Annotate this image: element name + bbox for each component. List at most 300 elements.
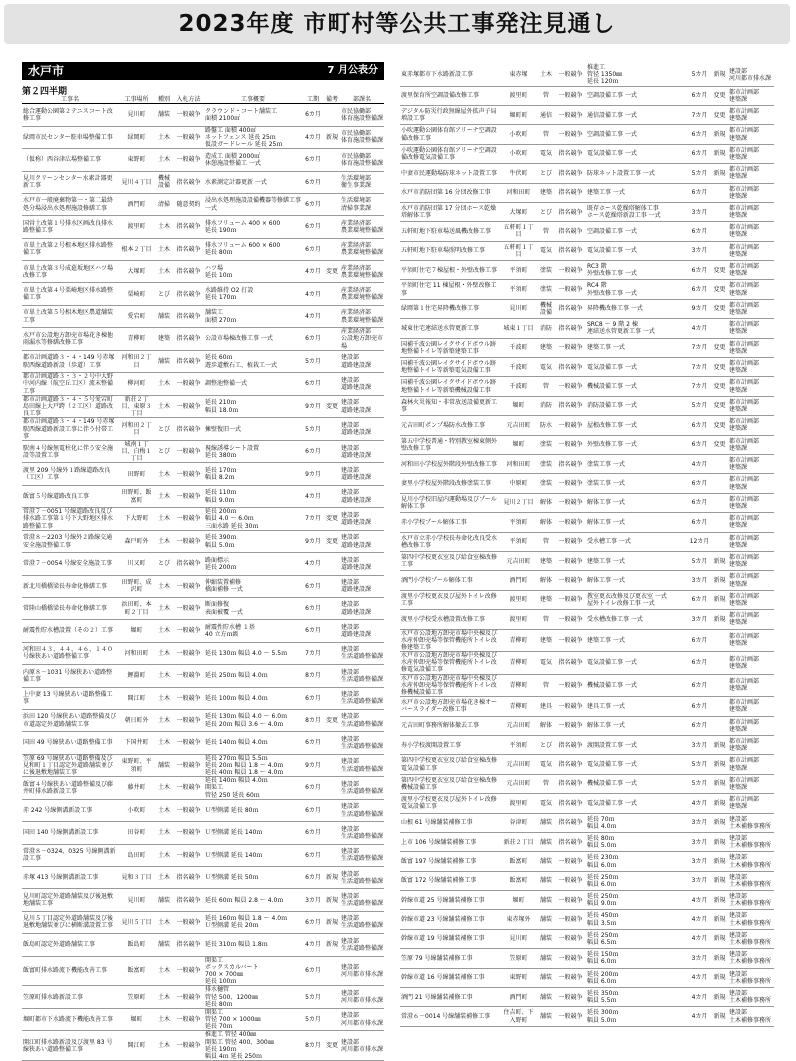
department: 建設部 道路建設課 (340, 485, 384, 507)
work-summary: 防球ネット設置工事 一式 (586, 164, 688, 183)
table-row (400, 832, 774, 851)
work-location: 緑岡町 (118, 126, 155, 149)
table-row (400, 222, 774, 241)
table-row (400, 813, 774, 832)
table-row (400, 474, 774, 493)
remarks (711, 652, 728, 675)
work-summary: 延長 230ｍ 幅員 6.0ｍ (586, 852, 688, 871)
table-row (22, 597, 384, 619)
remarks (324, 171, 340, 193)
work-location: 千波町 (500, 358, 537, 377)
work-summary: 延長 140ｍ 幅員 4.0ｍ 開渠工 管径 250 延長 60ｍ (204, 777, 302, 800)
bid-method: 一般競争 (173, 732, 204, 754)
work-name: 見川５丁目認定外道路舗装及び後退敷地舗装並びに横断溝設置工事 (22, 911, 118, 933)
department: 建設部 土木補修事務所 (728, 910, 774, 929)
header-bid-method: 入札方法 (173, 96, 204, 104)
bid-method: 一般競争 (173, 463, 204, 485)
work-location: 堀町 (500, 396, 537, 415)
department: 産業経済部 農業環境整備課 (340, 216, 384, 238)
work-summary: 延長 160ｍ 幅員 1.8 ～ 4.0ｍ Ｕ型側溝 延長 20ｍ (204, 911, 302, 933)
table-row (22, 687, 384, 709)
work-name: 常澄８－2203 号線外２路線交通安全施設整備工事 (22, 530, 118, 552)
remarks: 変更 (711, 396, 728, 415)
work-period: 5カ月 (688, 551, 711, 570)
table-row (400, 697, 774, 716)
remarks: 新規 (711, 164, 728, 183)
remarks: 新規 (711, 571, 728, 590)
header-work-period: 工期 (302, 96, 324, 104)
work-type: 土木 (155, 867, 173, 889)
work-name: 平須町住宅 11 棟屋根・外壁改修工事 (400, 280, 500, 299)
department: 都市計画部 建築課 (728, 319, 774, 338)
table-row (22, 642, 384, 664)
department: 建設部 道路建設課 (340, 440, 384, 463)
work-period: 9カ月 (302, 754, 324, 777)
table-row (400, 716, 774, 735)
work-location: 飯富町 (500, 852, 537, 871)
department: 都市計画部 建築課 (728, 674, 774, 697)
work-type: 土木 (537, 64, 555, 86)
work-summary: 耐震性貯水槽 １基 40 立方ｍ級 (204, 620, 302, 642)
bid-method: 指名競争 (173, 889, 204, 911)
department: 都市計画部 建築課 (728, 716, 774, 735)
work-name: 市単土改第５号相木地区農道舗装工事 (22, 305, 118, 327)
work-type: 土木 (155, 665, 173, 687)
table-row (400, 513, 774, 532)
department: 都市計画部 建築課 (728, 629, 774, 652)
bid-method: 一般競争 (173, 911, 204, 933)
work-type: 土木 (155, 238, 173, 260)
municipality-name: 水戸市 (28, 64, 65, 78)
work-location: 開江町 (118, 687, 155, 709)
bid-method: 一般競争 (555, 891, 586, 910)
work-period: 4カ月 (302, 553, 324, 575)
table-row (400, 435, 774, 454)
work-type: 舗装 (537, 949, 555, 968)
work-type: 土木 (155, 485, 173, 507)
department: 都市計画部 建築課 (728, 454, 774, 473)
department: 都市計画部 建築課 (728, 474, 774, 493)
work-summary: 空調設備工事 一式 (586, 86, 688, 105)
table-row (400, 164, 774, 183)
bid-method: 指名競争 (555, 319, 586, 338)
department: 建設部 生活道路整備課 (340, 642, 384, 664)
remarks: 変更 (711, 86, 728, 105)
work-location: 渡里町 (118, 216, 155, 238)
remarks (711, 222, 728, 241)
work-name: デジタル防災行政無線屋外拡声子局増設工事 (400, 105, 500, 124)
work-location: 青柳町 (500, 674, 537, 697)
work-period: 4カ月 (688, 454, 711, 473)
bid-method: 一般競争 (555, 493, 586, 512)
work-location: 城東１丁目 (500, 319, 537, 338)
work-name: 上中妻 13 号線狭あい道路整備工事 (22, 687, 118, 709)
department: 都市計画部 建築課 (728, 377, 774, 396)
work-summary: Ｕ型側溝 延長 140ｍ (204, 844, 302, 866)
department: 産業経済部 農業環境整備課 (340, 305, 384, 327)
work-period: 8カ月 (302, 665, 324, 687)
work-summary: 既存ホース乾燥塔解体工事 ホース乾燥塔新設工事 一式 (586, 202, 688, 221)
bid-method: 指名競争 (555, 144, 586, 163)
bid-method: 指名競争 (555, 358, 586, 377)
bid-method: 一般競争 (173, 104, 204, 126)
work-type: 舗装 (537, 813, 555, 832)
table-row (22, 1031, 384, 1061)
work-name: 都市計画道路３・３・２号中大野中河内線（航空丘工区）流末整備工事 (22, 373, 118, 396)
department: 建設部 道路建設課 (340, 418, 384, 441)
remarks (324, 620, 340, 642)
work-summary: RC4 階 外壁改修工事 一式 (586, 280, 688, 299)
work-location: 元吉田町 (500, 755, 537, 774)
work-summary: 延長 100ｍ 幅員 4.0ｍ (204, 687, 302, 709)
remarks: 変更 (711, 377, 728, 396)
bid-method: 一般競争 (555, 513, 586, 532)
work-location: 笠原町 (500, 949, 537, 968)
work-name: 第四中学校更衣室及び給食室棟改修工事 (400, 551, 500, 570)
work-summary: 延長 250ｍ 幅員 9.0ｍ (586, 891, 688, 910)
work-location: 島田町 (118, 844, 155, 866)
department: 都市計画部 建築課 (728, 590, 774, 609)
work-name: 常澄６－0014 号線舗装補修工事 (400, 1007, 500, 1026)
table-row (22, 104, 384, 126)
work-summary: 視線誘導シート設置 延長 380ｍ (204, 440, 302, 463)
work-type: 管 (537, 674, 555, 697)
work-location: 新荘２丁目、東原３丁目 (118, 395, 155, 418)
work-type: 建具 (537, 697, 555, 716)
work-summary: 渡開設置工事 一式 (586, 735, 688, 754)
work-period: 6カ月 (688, 493, 711, 512)
work-period: 4カ月 (302, 305, 324, 327)
bid-method: 指名競争 (173, 305, 204, 327)
remarks: 新規 (711, 794, 728, 813)
table-row (22, 777, 384, 800)
remarks (711, 241, 728, 260)
department: 建設部 道路建設課 (340, 463, 384, 485)
remarks: 新規 (711, 968, 728, 987)
work-summary: 受水槽工事 一式 (586, 532, 688, 551)
work-summary: 延長 140ｍ 幅員 4.0ｍ (204, 732, 302, 754)
table-row (400, 144, 774, 163)
bid-method: 一般競争 (555, 105, 586, 124)
department: 都市計画部 建築課 (728, 299, 774, 318)
remarks (324, 956, 340, 986)
bid-method: 一般競争 (555, 852, 586, 871)
work-type: 土木 (155, 687, 173, 709)
table-row (22, 440, 384, 463)
work-name: 国補千波公園レイクサイドボウル跡地整備トイレ等新築電気設備工事 (400, 358, 500, 377)
work-summary: 排水フリューム 600 × 600 延長 80ｍ (204, 238, 302, 260)
remarks: 新規 (711, 832, 728, 851)
department: 生活環境部 清掃事業課 (340, 193, 384, 215)
work-name: 河和田小学校屋外階段外壁改修工事 (400, 454, 500, 473)
department: 建設部 土木補修事務所 (728, 949, 774, 968)
bid-method: 一般競争 (555, 86, 586, 105)
work-name: 中妻市民運動場防球ネット設置工事 (400, 164, 500, 183)
work-name: 浜田 120 号線狭あい道路整備及び市道認定外道路舗装工事 (22, 709, 118, 731)
work-period: 4カ月 (688, 794, 711, 813)
header-work-type: 種別 (155, 96, 173, 104)
remarks: 新規 (711, 813, 728, 832)
work-summary: 建築工事 一式 (586, 551, 688, 570)
work-summary: Ｕ型側溝 延長 50ｍ (204, 867, 302, 889)
department: 都市計画部 建築課 (728, 105, 774, 124)
work-period: 3カ月 (688, 852, 711, 871)
bid-method: 一般競争 (173, 1031, 204, 1061)
work-period: 9カ月 (302, 530, 324, 552)
work-name: 寿小学校渡開設置工事 (400, 735, 500, 754)
remarks: 新規 (711, 774, 728, 793)
work-name: 水戸市公設地方卸売市場花き棟オーバースライダー改修工事 (400, 697, 500, 716)
work-location: 堀町 (118, 620, 155, 642)
remarks: 変更 (711, 105, 728, 124)
work-location: 渡里町 (500, 86, 537, 105)
table-row (22, 553, 384, 575)
bid-method: 一般競争 (173, 508, 204, 531)
work-name: 見川小学校旧屋内運動場及びプール解体工事 (400, 493, 500, 512)
work-period: 3カ月 (688, 949, 711, 968)
work-summary: 擁壁復旧一式 (204, 418, 302, 441)
bid-method: 一般競争 (555, 988, 586, 1007)
work-summary: 延長 250ｍ 幅員 4.0ｍ (204, 665, 302, 687)
department: 建設部 生活道路整備課 (340, 777, 384, 800)
work-type: とび (155, 418, 173, 441)
work-location: 堀町 (500, 435, 537, 454)
work-location: 小吹町 (118, 799, 155, 821)
work-period: 6カ月 (302, 597, 324, 619)
department: 建設部 河川都市排水課 (340, 1008, 384, 1031)
work-location: 田野町 (118, 463, 155, 485)
remarks (324, 328, 340, 351)
remarks: 変更 (711, 261, 728, 280)
work-summary: 延長 200ｍ 幅員 4.0 ～ 6.0ｍ 三面水路 延長 30ｍ (204, 508, 302, 531)
table-row (22, 889, 384, 911)
department: 産業経済部 農業環境整備課 (340, 283, 384, 305)
work-type: 舗装 (537, 871, 555, 890)
work-type: 建築 (537, 629, 555, 652)
work-name: 水戸市消防団第 17 分団ホース乾燥塔解体工事 (400, 202, 500, 221)
work-summary: 解体工事 一式 (586, 716, 688, 735)
remarks (711, 629, 728, 652)
work-name: 笠原町排水路新設工事 (22, 986, 118, 1009)
work-type: 機械設備 (155, 171, 173, 193)
work-type: 消防 (537, 319, 555, 338)
remarks: 変更 (324, 530, 340, 552)
work-type: 管 (537, 86, 555, 105)
bid-method: 指名競争 (173, 216, 204, 238)
work-location: 五軒町１丁目 (500, 222, 537, 241)
work-type: 舗装 (155, 934, 173, 956)
work-location: 川又町 (118, 553, 155, 575)
work-period: 6カ月 (302, 777, 324, 800)
work-location: 見川２丁目 (500, 493, 537, 512)
bid-method: 指名競争 (555, 813, 586, 832)
work-summary: 建具工事 一式 (586, 697, 688, 716)
remarks: 変更 (711, 435, 728, 454)
bid-method: 一般競争 (555, 629, 586, 652)
table-row (400, 377, 774, 396)
table-row (22, 126, 384, 149)
department: 都市計画部 建築課 (728, 774, 774, 793)
work-type: 土木 (155, 463, 173, 485)
department: 都市計画部 建築課 (728, 86, 774, 105)
work-summary: 建築工事 一式 (586, 629, 688, 652)
department: 建設部 生活道路整備課 (340, 687, 384, 709)
remarks: 変更 (711, 358, 728, 377)
work-location: 見和３丁目 (118, 867, 155, 889)
remarks (324, 283, 340, 305)
work-location: 牛伏町 (500, 164, 537, 183)
work-summary: 電気設備工事 一式 (586, 794, 688, 813)
work-type: 舗装 (537, 988, 555, 1007)
table-row (400, 891, 774, 910)
table-row (22, 171, 384, 193)
table-row (400, 202, 774, 221)
work-period: 6カ月 (302, 844, 324, 866)
work-name: 城東住宅連結送水管更新工事 (400, 319, 500, 338)
work-location: 酒門町 (500, 988, 537, 1007)
department: 産業経済部 農業環境整備課 (340, 261, 384, 283)
department: 都市計画部 建築課 (728, 493, 774, 512)
work-period: 4カ月 (688, 891, 711, 910)
work-summary: 排水樋管 管径 500、1200㎜ 延長 80ｍ (204, 986, 302, 1009)
work-summary: 延長 130ｍ 幅員 4.0 ～ 6.0ｍ 延長 20ｍ 幅員 3.6 ～ 4.0ｍ (204, 709, 302, 731)
department: 都市計画部 建築課 (728, 280, 774, 299)
remarks (711, 513, 728, 532)
bid-method: 指名競争 (555, 164, 586, 183)
work-name: 常澄７－0054 号線安全施設工事 (22, 553, 118, 575)
department: 都市計画部 建築課 (728, 222, 774, 241)
work-location: 飯富町 (118, 956, 155, 986)
department: 建設部 生活道路整備課 (340, 822, 384, 844)
work-location: 千波町 (500, 377, 537, 396)
bid-method: 一般競争 (173, 440, 204, 463)
work-summary: 電気設備工事 一式 (586, 241, 688, 260)
work-location: 東野町 (500, 968, 537, 987)
work-summary: 断面修復 表面被覆 一式 (204, 597, 302, 619)
work-name: 元吉田町事務所解体撤去工事 (400, 716, 500, 735)
work-summary: 浸出水処理施設設備機器等修繕工事 一式 (204, 193, 302, 215)
header-work-summary: 工事概要 (204, 96, 302, 104)
remarks (324, 553, 340, 575)
work-type: 土木 (155, 530, 173, 552)
bid-method: 指名競争 (555, 241, 586, 260)
remarks: 変更 (324, 261, 340, 283)
department: 都市計画部 建築課 (728, 435, 774, 454)
table-row (22, 530, 384, 552)
work-type: 土木 (155, 620, 173, 642)
work-location: 見川町 (118, 104, 155, 126)
work-name: 常陸山橋橋梁長寿命化修繕工事 (22, 597, 118, 619)
work-type: 機械設備 (537, 299, 555, 318)
work-period: 12カ月 (688, 532, 711, 551)
table-row (22, 350, 384, 372)
header-remarks: 備考 (325, 96, 338, 103)
work-period: 8カ月 (302, 709, 324, 731)
remarks: 新規 (324, 126, 340, 149)
remarks (711, 493, 728, 512)
publish-date: 7 月公表分 (327, 65, 378, 76)
work-name: 緑岡市民センター駐車場整備工事 (22, 126, 118, 149)
bid-method: 一般競争 (555, 64, 586, 86)
table-row (400, 988, 774, 1007)
work-summary: 塗装工事 一式 (586, 454, 688, 473)
department: 建設部 土木補修事務所 (728, 988, 774, 1007)
work-name: 国補千波公園レイクサイドボウル跡地整備トイレ等新築機械設備工事 (400, 377, 500, 396)
work-summary: 通信設備工事 一式 (586, 105, 688, 124)
work-name: 五軒町地下駐車場送風機改修工事 (400, 222, 500, 241)
remarks: 変更 (711, 280, 728, 299)
work-location: 河和田町 (500, 454, 537, 473)
work-summary: 路面標示 延長 200ｍ (204, 553, 302, 575)
work-name: 渡里 209 号線外１路線道路改良（工区）工事 (22, 463, 118, 485)
table-row (400, 493, 774, 512)
remarks (324, 104, 340, 126)
remarks (324, 216, 340, 238)
department: 都市計画部 建築課 (728, 794, 774, 813)
work-type: 建築 (537, 183, 555, 202)
work-location: 見川町 (118, 889, 155, 911)
work-period: 7カ月 (302, 642, 324, 664)
work-location: 根本２丁目 (118, 238, 155, 260)
department: 建設部 河川都市排水課 (340, 986, 384, 1009)
work-period: 5カ月 (688, 164, 711, 183)
work-location: 鯉淵町 (118, 665, 155, 687)
remarks: 新規 (324, 911, 340, 933)
work-location: 酒門町 (118, 193, 155, 215)
work-period: 5カ月 (302, 1008, 324, 1031)
work-name: 水戸市公設地方卸売市場中央棟及び水産仲卸売場等保管機能所トイレ改修建築工事 (400, 629, 500, 652)
bid-method: 一般競争 (173, 1008, 204, 1031)
work-summary: 開渠工 管径 700 × 1000㎜ 延長 70ｍ (204, 1008, 302, 1031)
remarks: 変更 (711, 416, 728, 435)
work-period: 4カ月 (302, 261, 324, 283)
work-location: 小吹町 (500, 144, 537, 163)
work-summary: ハツ場 延長 10ｍ (204, 261, 302, 283)
work-name: 見川クリーンセンター水素計器更新工事 (22, 171, 118, 193)
work-period: 6カ月 (688, 590, 711, 609)
work-location: 堀町町 (500, 105, 537, 124)
period-label: 第２四半期 (22, 87, 68, 97)
work-name: 総合運動公園第２テニスコート改修工事 (22, 104, 118, 126)
work-summary: 屋根改修工事 一式 (586, 416, 688, 435)
left-works-table (22, 96, 384, 1061)
department: 建設部 道路建設課 (340, 373, 384, 396)
work-period: 5カ月 (302, 350, 324, 372)
work-name: 緑岡第１住宅昇降機改修工事 (400, 299, 500, 318)
work-type: 舗装 (537, 910, 555, 929)
remarks: 新規 (711, 949, 728, 968)
table-row (400, 629, 774, 652)
work-name: 渡里小学校更衣及び屋外トイレ改修工事 (400, 590, 500, 609)
work-period: 7カ月 (688, 338, 711, 357)
work-summary: 延長 390ｍ 幅員 5.0ｍ (204, 530, 302, 552)
bid-method: 一般競争 (555, 532, 586, 551)
work-type: 管 (537, 774, 555, 793)
work-location: 見川５丁目 (118, 911, 155, 933)
department: 都市計画部 建築課 (728, 396, 774, 415)
work-name: 第五中学校普通・特別教室棟東側外壁改修工事 (400, 435, 500, 454)
work-summary: 延長 60ｍ 遊歩道敷石工、植栽工一式 (204, 350, 302, 372)
work-name: 第四中学校更衣室及び給食室棟改修電気設備工事 (400, 755, 500, 774)
work-summary: Ｕ型側溝 延長 140ｍ (204, 822, 302, 844)
work-summary: 排水フリューム 400 × 600 延長 190ｍ (204, 216, 302, 238)
table-row (22, 732, 384, 754)
work-period: 4カ月 (688, 910, 711, 929)
work-summary: 消防設備工事 一式 (586, 396, 688, 415)
work-name: 飯富 197 号線舗装補修工事 (400, 852, 500, 871)
work-location: 見川４丁目 (118, 171, 155, 193)
department: 建設部 土木補修事務所 (728, 871, 774, 890)
